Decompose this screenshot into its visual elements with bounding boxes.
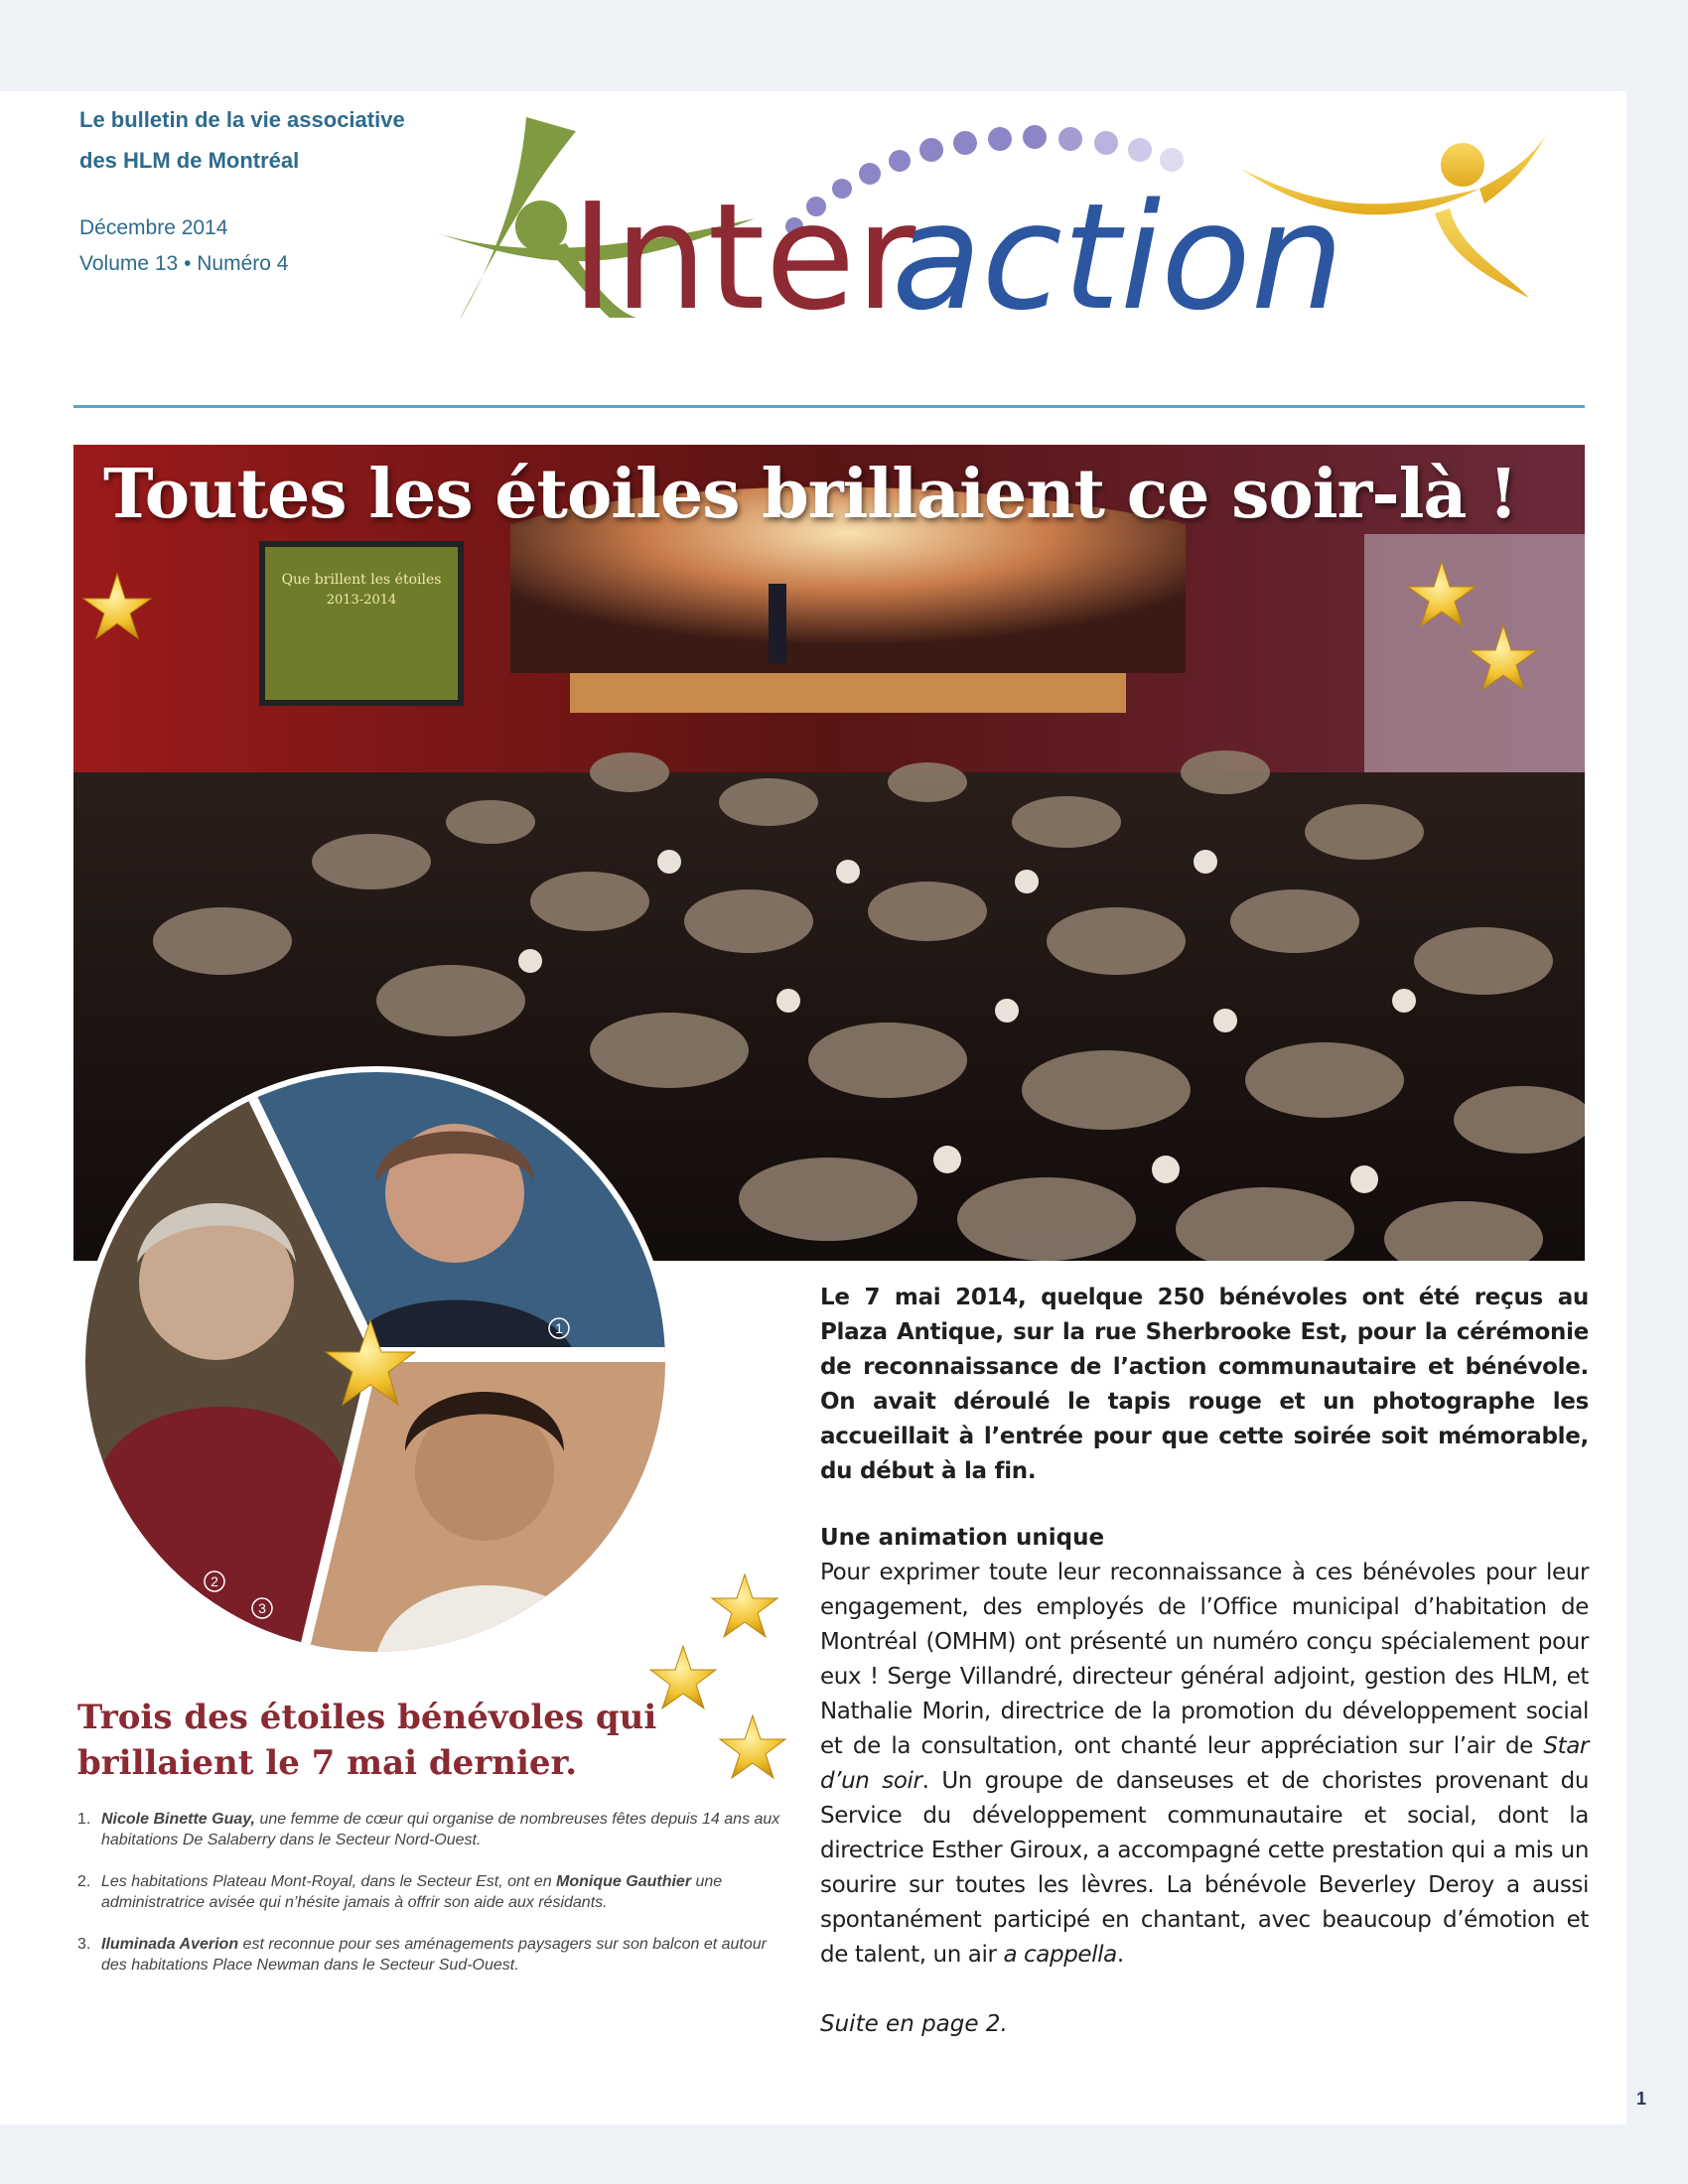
issue-info	[79, 210, 288, 282]
caption-number: 3.	[77, 1936, 91, 1953]
caption-title-line-1: Trois des étoiles bénévoles qui	[77, 1698, 657, 1737]
caption-person-name: Iluminada Averion	[101, 1936, 239, 1953]
star-icon	[720, 1715, 785, 1778]
main-headline: Toutes les étoiles brillaient ce soir-là !	[103, 455, 1518, 534]
header-divider	[73, 405, 1585, 408]
article	[820, 1281, 1589, 2042]
bulletin-tagline	[79, 99, 405, 181]
caption-list	[77, 1809, 784, 1996]
projection-screen	[262, 544, 461, 703]
photo-number-3: 3	[258, 1600, 266, 1616]
screen-text-2: 2013-2014	[326, 593, 397, 608]
caption-text: une administratrice avisée qui n’hésite jamais à offrir son aide aux résidants.	[101, 1873, 723, 1911]
interaction-logo	[427, 20, 1549, 318]
caption-number: 2.	[77, 1873, 91, 1890]
caption-person-name: Nicole Binette Guay,	[101, 1811, 255, 1828]
song-title: Star d’un soir	[820, 1733, 1589, 1794]
caption-number: 1.	[77, 1811, 91, 1828]
article-body-part-2: . Un groupe de danseuses et de choristes provenant du Service du développement communautaire et social, dont la directrice Esther Giroux, a accompagné cette prestation qui a mis un sourire sur toutes les lèvres. La bénévole Beverley Deroy a aussi spontanément participé en chantant, avec beaucoup d’émotion et de talent, un air	[820, 1768, 1590, 1968]
article-body-end: .	[1116, 1942, 1124, 1968]
volunteer-portraits-circle	[77, 1064, 673, 1660]
photo-number-2: 2	[211, 1573, 218, 1589]
article-subtitle: Une animation unique	[820, 1525, 1105, 1551]
caption-text: une femme de cœur qui organise de nombreuses fêtes depuis 14 ans aux habitations De Salaberry dans le Secteur Nord-Ouest.	[101, 1811, 780, 1848]
caption-item-1	[77, 1809, 784, 1850]
tagline-line-2: des HLM de Montréal	[79, 148, 300, 173]
continued-link[interactable]: Suite en page 2.	[820, 2011, 1008, 2037]
article-body-part-1: Pour exprimer toute leur reconnaissance à ces bénévoles pour leur engagement, des employés de l’Office municipal d’habitation de Montréal (OMHM) ont présenté un numéro conçu spécialement pour eux ! Serge Villandré, directeur général adjoint, gestion des HLM, et Nathalie Morin, directrice de la promotion du développement social et de la consultation, ont chanté leur appréciation sur l’air de	[820, 1560, 1589, 1759]
speaker-figure	[769, 584, 786, 663]
photo-number-1: 1	[555, 1320, 563, 1336]
decorative-stars	[635, 1569, 814, 1797]
caption-item-3	[77, 1934, 784, 1976]
a-cappella: a cappella	[1003, 1942, 1117, 1968]
caption-title	[77, 1695, 656, 1786]
page-number: 1	[1636, 2089, 1647, 2109]
caption-title-line-2: brillaient le 7 mai dernier.	[77, 1743, 578, 1783]
logo-word-action: action	[892, 172, 1344, 318]
issue-volume: Volume 13 • Numéro 4	[79, 252, 289, 275]
caption-item-2	[77, 1871, 784, 1913]
caption-person-name: Monique Gauthier	[556, 1873, 692, 1890]
issue-date: Décembre 2014	[79, 216, 228, 239]
caption-text-pre: Les habitations Plateau Mont-Royal, dans le Secteur Est, ont en	[101, 1873, 557, 1890]
screen-text-1: Que brillent les étoiles	[281, 572, 442, 588]
caption-text: est reconnue pour ses aménagements paysagers sur son balcon et autour des habitations Place Newman dans le Secteur Sud-Ouest.	[101, 1936, 767, 1974]
tagline-line-1: Le bulletin de la vie associative	[79, 107, 405, 132]
star-icon	[650, 1646, 716, 1708]
logo-word-inter: Inter	[571, 172, 916, 318]
article-body	[820, 1556, 1589, 1973]
star-icon	[712, 1574, 777, 1637]
article-lead: Le 7 mai 2014, quelque 250 bénévoles ont été reçus au Plaza Antique, sur la rue Sherbrooke Est, pour la cérémonie de reconnaissance de l’action communautaire et bénévole. On avait déroulé le tapis rouge et un photographe les accueillait à l’entrée pour que cette soirée soit mémorable, du début à la fin.	[820, 1285, 1589, 1484]
